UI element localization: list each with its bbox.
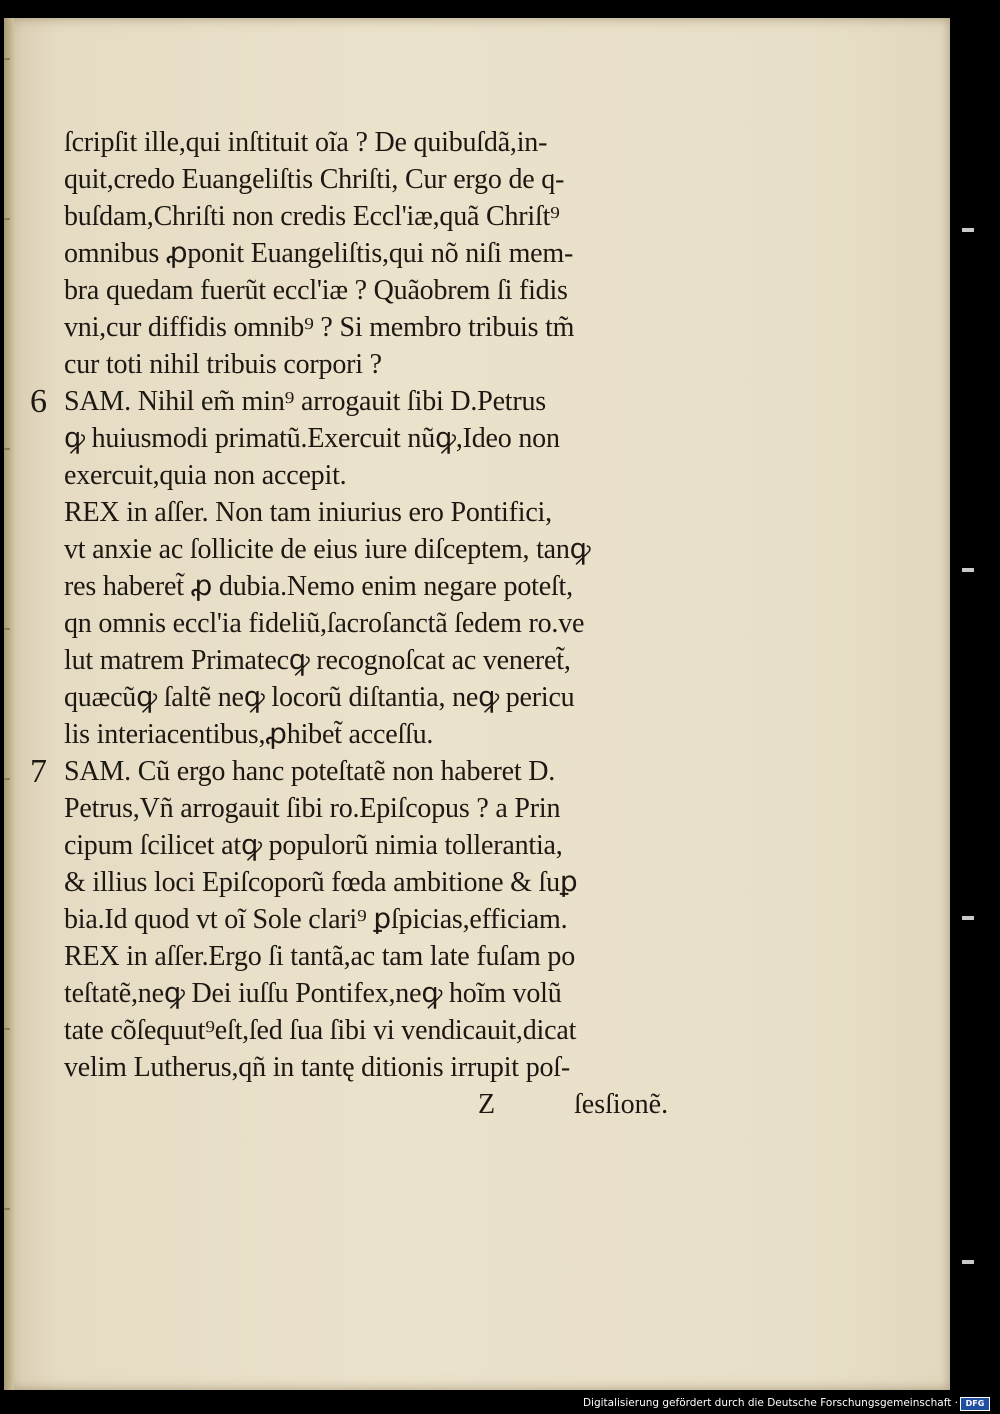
text-line: [64, 1012, 714, 1049]
book-page: [4, 18, 950, 1390]
text-line: [64, 827, 714, 864]
text-line: [64, 864, 714, 901]
text-line: [64, 1049, 714, 1086]
text-line: [30, 383, 714, 420]
text-line: [64, 235, 714, 272]
text-line: [64, 346, 714, 383]
funding-credit: Digitalisierung gefördert durch die Deutsche Forschungsgemeinschaft ·: [582, 1397, 958, 1409]
line-text: SAM. Nihil em̃ min⁹ arrogauit ſibi D.Petrus: [64, 386, 546, 417]
line-text: tate cõſequut⁹eſt,ſed ſua ſibi vi vendicauit,dicat: [64, 1015, 577, 1046]
text-line: [30, 753, 714, 790]
text-line: [64, 272, 714, 309]
line-text: REX in aſſer.Ergo ſi tantã,ac tam late fuſam po: [64, 941, 576, 972]
dfg-logo: DFG: [960, 1397, 990, 1411]
text-line: [64, 642, 714, 679]
text-line: [64, 124, 714, 161]
line-text: ſcripſit ille,qui inſtituit oĩa ? De quibuſdã,in‐: [64, 127, 548, 158]
line-text: omnibus ꝓponit Euangeliſtis,qui nõ niſi mem‐: [64, 238, 574, 269]
margin-edge-marks: [4, 18, 12, 1390]
signature-mark: Z: [478, 1089, 496, 1120]
line-text: vni,cur diffidis omnib⁹ ? Si membro tribuis tm̃: [64, 312, 575, 343]
line-text: exercuit,quia non accepit.: [64, 460, 347, 491]
line-text: REX in aſſer. Non tam iniurius ero Pontifici,: [64, 497, 552, 528]
text-line: [64, 161, 714, 198]
line-text: quit,credo Euangeliſtis Chriſti, Cur ergo de q‐: [64, 164, 565, 195]
text-line: [64, 420, 714, 457]
text-line: [64, 198, 714, 235]
text-line: [64, 716, 714, 753]
text-line: [64, 457, 714, 494]
marginal-number: 7: [30, 753, 47, 790]
scan-edge-mark: [962, 228, 974, 232]
line-text: quæcũꝙ ſaltẽ neꝙ locorũ diſtantia, neꝙ pericu: [64, 682, 575, 713]
line-text: velim Lutherus,qñ in tantę ditionis irrupit poſ‐: [64, 1052, 570, 1083]
scan-edge-mark: [962, 568, 974, 572]
text-line: [64, 494, 714, 531]
footer-bar: [0, 1394, 1000, 1414]
scan-edge-mark: [962, 916, 974, 920]
line-text: lut matrem Primatecꝙ recognoſcat ac veneret̃,: [64, 645, 571, 676]
line-text: cur toti nihil tribuis corpori ?: [64, 349, 382, 380]
text-line: [64, 605, 714, 642]
line-text: qn omnis eccl'ia fideliũ,ſacroſanctã ſedem ro.ve: [64, 608, 585, 639]
line-text: lis interiacentibus,ꝓhibet̃ acceſſu.: [64, 719, 434, 750]
line-text: SAM. Cũ ergo hanc poteſtatẽ non haberet D.: [64, 756, 556, 787]
text-line: [64, 975, 714, 1012]
text-line: [64, 679, 714, 716]
text-block: [30, 124, 714, 1123]
text-line: [64, 901, 714, 938]
line-text: bia.Id quod vt oĩ Sole clari⁹ ꝑſpicias,efficiam.: [64, 904, 568, 935]
text-line: [64, 309, 714, 346]
line-text: & illius loci Epiſcoporũ fœda ambitione & ſuꝑ: [64, 867, 578, 898]
text-line: [64, 568, 714, 605]
marginal-number: 6: [30, 383, 47, 420]
line-text: cipum ſcilicet atꝙ populorũ nimia tollerantia,: [64, 830, 563, 861]
line-text: bra quedam fuerũt eccl'iæ ? Quãobrem ſi fidis: [64, 275, 568, 306]
text-line: [64, 531, 714, 568]
catchword: ſesſionẽ.: [574, 1089, 669, 1120]
line-text: buſdam,Chriſti non credis Eccl'iæ,quã Chriſt⁹: [64, 201, 560, 232]
line-text: ꝙ huiusmodi primatũ.Exercuit nũꝙ,Ideo non: [64, 423, 560, 454]
line-text: vt anxie ac ſollicite de eius iure diſceptem, tanꝙ: [64, 534, 591, 565]
line-text: Petrus,Vñ arrogauit ſibi ro.Epiſcopus ? a Prin: [64, 793, 561, 824]
line-text: teſtatẽ,neꝙ Dei iuſſu Pontifex,neꝙ hoĩm volũ: [64, 978, 562, 1009]
line-text: res haberet̃ ꝓ dubia.Nemo enim negare poteſt,: [64, 571, 573, 602]
text-line: [64, 938, 714, 975]
text-line: [64, 790, 714, 827]
signature-line: [64, 1086, 714, 1123]
scan-edge-mark: [962, 1260, 974, 1264]
